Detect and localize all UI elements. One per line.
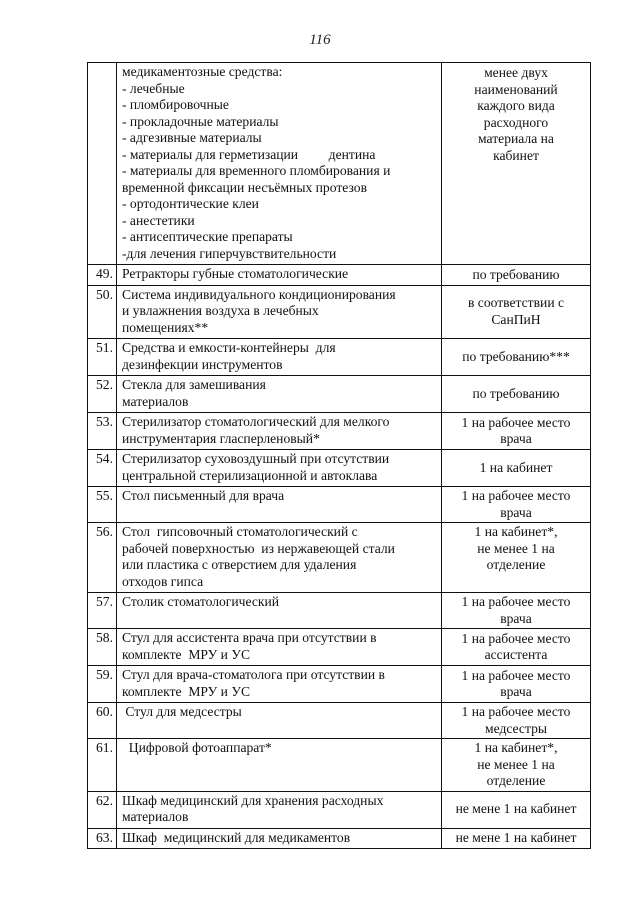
item-name-line: - материалы для временного пломбирования и xyxy=(122,163,391,178)
item-name-line: помещениях** xyxy=(122,319,209,335)
quantity-cell xyxy=(442,339,591,376)
item-name-line: инструментария гласперленовый* xyxy=(122,430,320,446)
row-number-cell: 56. xyxy=(88,523,117,593)
quantity-cell xyxy=(442,629,591,666)
quantity-line: менее двух xyxy=(484,65,548,80)
page-number: 116 xyxy=(309,32,331,48)
item-name-line: Ретракторы губные стоматологические xyxy=(122,266,349,281)
item-name-cell xyxy=(117,265,442,286)
quantity-line: СанПиН xyxy=(491,311,541,327)
table-row xyxy=(88,593,591,629)
table-row xyxy=(88,791,591,828)
row-number-cell: 61. xyxy=(88,739,117,792)
item-name-cell xyxy=(117,593,442,629)
quantity-line: 1 на рабочее место xyxy=(461,667,571,683)
item-name-line: -для лечения гиперчувствительности xyxy=(122,245,337,261)
table-row xyxy=(88,285,591,339)
quantity-line: 1 на рабочее место xyxy=(461,414,571,430)
item-name-line: центральной стерилизационной и автоклава xyxy=(122,467,378,483)
row-number-cell: 49. xyxy=(88,265,117,286)
quantity-line: отделение xyxy=(486,557,546,572)
item-name-line: Стерилизатор суховоздушный при отсутствии xyxy=(122,451,390,466)
item-name-line: - прокладочные материалы xyxy=(122,113,279,129)
quantity-cell xyxy=(442,703,591,739)
quantity-line: ассистента xyxy=(484,647,548,662)
equipment-table xyxy=(87,62,591,849)
table-row xyxy=(88,666,591,703)
quantity-line: отделение xyxy=(486,773,546,788)
item-name-line: - анестетики xyxy=(122,212,195,228)
quantity-line: наименований xyxy=(474,81,558,97)
quantity-cell xyxy=(442,739,591,792)
item-name-line: Цифровой фотоаппарат* xyxy=(122,740,272,755)
item-name-line: - лечебные xyxy=(122,80,185,96)
item-name-cell xyxy=(117,413,442,450)
item-name-line: Стерилизатор стоматологический для мелкого xyxy=(122,414,390,429)
item-name-line: - материалы для герметизации дентина xyxy=(122,146,376,162)
table-row-continuation xyxy=(88,63,591,265)
quantity-line: 1 на рабочее место xyxy=(461,488,571,503)
item-name-line: - адгезивные материалы xyxy=(122,130,262,145)
table-row xyxy=(88,739,591,792)
quantity-line: не мене 1 на кабинет xyxy=(455,801,577,817)
quantity-line: в соответствии с xyxy=(467,295,565,311)
quantity-cell xyxy=(442,523,591,593)
table-row xyxy=(88,523,591,593)
item-name-line: Средства и емкости-контейнеры для xyxy=(122,340,336,355)
item-name-cell xyxy=(117,487,442,523)
item-name-cell xyxy=(117,629,442,666)
quantity-line: кабинет xyxy=(493,147,539,163)
item-name-line: и увлажнения воздуха в лечебных xyxy=(122,303,319,318)
item-name-line: комплекте МРУ и УС xyxy=(122,646,251,662)
table-row xyxy=(88,629,591,666)
table-row xyxy=(88,487,591,523)
quantity-line: 1 на рабочее место xyxy=(461,630,571,646)
quantity-line: не менее 1 на xyxy=(477,756,555,772)
item-name-cell xyxy=(117,703,442,739)
item-name-line: Стол письменный для врача xyxy=(122,488,285,503)
item-name-cell xyxy=(117,450,442,487)
row-number-cell: 54. xyxy=(88,450,117,487)
quantity-line: 1 на рабочее место xyxy=(461,594,571,609)
item-name-line: - ортодонтические клеи xyxy=(122,196,259,211)
item-name-line: Стул для ассистента врача при отсутствии в xyxy=(122,630,377,645)
item-name-line: временной фиксации несъёмных протезов xyxy=(122,179,367,195)
item-name-line: Столик стоматологический xyxy=(122,594,280,609)
table-row xyxy=(88,413,591,450)
row-number-cell: 59. xyxy=(88,666,117,703)
row-number-cell: 60. xyxy=(88,703,117,739)
quantity-cell xyxy=(442,63,591,265)
item-name-line: Система индивидуального кондиционирования xyxy=(122,286,396,302)
row-number-cell: 52. xyxy=(88,376,117,413)
quantity-line: 1 на кабинет xyxy=(479,459,553,475)
item-name-line: комплекте МРУ и УС xyxy=(122,683,251,699)
item-name-cell xyxy=(117,376,442,413)
table-body xyxy=(88,63,591,849)
quantity-line: врача xyxy=(500,684,532,699)
quantity-line: медсестры xyxy=(484,720,547,736)
quantity-line: по требованию*** xyxy=(462,348,570,364)
item-name-line: Шкаф медицинский для хранения расходных xyxy=(122,792,384,808)
item-name-line: или пластика с отверстием для удаления xyxy=(122,557,357,572)
item-name-line: Стекла для замешивания xyxy=(122,377,266,392)
row-number-cell: 51. xyxy=(88,339,117,376)
item-name-cell xyxy=(117,285,442,339)
item-name-cell xyxy=(117,63,442,265)
table-row xyxy=(88,450,591,487)
row-number-cell xyxy=(88,63,117,265)
quantity-line: по требованию xyxy=(472,385,560,401)
row-number-cell: 58. xyxy=(88,629,117,666)
item-name-cell xyxy=(117,739,442,792)
item-name-line: рабочей поверхностью из нержавеющей стали xyxy=(122,540,395,556)
table-row xyxy=(88,828,591,849)
quantity-line: врача xyxy=(500,504,532,520)
row-number-cell: 55. xyxy=(88,487,117,523)
table-row xyxy=(88,265,591,286)
quantity-cell xyxy=(442,265,591,286)
table-row xyxy=(88,703,591,739)
quantity-line: не менее 1 на xyxy=(477,540,555,556)
quantity-cell xyxy=(442,487,591,523)
item-name-cell xyxy=(117,791,442,828)
item-name-line: медикаментозные средства: xyxy=(122,64,283,79)
quantity-cell xyxy=(442,828,591,849)
row-number-cell: 57. xyxy=(88,593,117,629)
item-name-line: Стул для врача-стоматолога при отсутствии в xyxy=(122,667,385,682)
item-name-cell xyxy=(117,666,442,703)
table-row xyxy=(88,376,591,413)
quantity-line: по требованию xyxy=(472,266,560,282)
quantity-cell xyxy=(442,593,591,629)
item-name-line: отходов гипса xyxy=(122,573,204,589)
item-name-cell xyxy=(117,523,442,593)
item-name-line: - пломбировочные xyxy=(122,97,229,112)
quantity-line: врача xyxy=(500,610,532,626)
table-row xyxy=(88,339,591,376)
quantity-line: расходного xyxy=(483,114,549,130)
quantity-line: 1 на рабочее место xyxy=(461,704,571,719)
quantity-cell xyxy=(442,413,591,450)
item-name-line: - антисептические препараты xyxy=(122,229,293,244)
item-name-line: Шкаф медицинский для медикаментов xyxy=(122,829,351,845)
quantity-line: 1 на кабинет*, xyxy=(474,524,558,539)
item-name-cell xyxy=(117,828,442,849)
row-number-cell: 62. xyxy=(88,791,117,828)
quantity-line: 1 на кабинет*, xyxy=(474,740,558,755)
row-number-cell: 53. xyxy=(88,413,117,450)
quantity-line: врача xyxy=(500,431,532,446)
item-name-line: дезинфекции инструментов xyxy=(122,356,283,372)
quantity-cell xyxy=(442,376,591,413)
item-name-line: материалов xyxy=(122,809,189,824)
row-number-cell: 63. xyxy=(88,828,117,849)
item-name-line: Стул для медсестры xyxy=(122,704,242,719)
quantity-cell xyxy=(442,791,591,828)
row-number-cell: 50. xyxy=(88,285,117,339)
quantity-cell xyxy=(442,450,591,487)
quantity-cell xyxy=(442,285,591,339)
quantity-cell xyxy=(442,666,591,703)
item-name-cell xyxy=(117,339,442,376)
quantity-line: каждого вида xyxy=(477,98,555,113)
item-name-line: материалов xyxy=(122,393,189,409)
quantity-line: материала на xyxy=(478,131,554,146)
quantity-line: не мене 1 на кабинет xyxy=(455,830,577,845)
item-name-line: Стол гипсовочный стоматологический с xyxy=(122,524,358,539)
